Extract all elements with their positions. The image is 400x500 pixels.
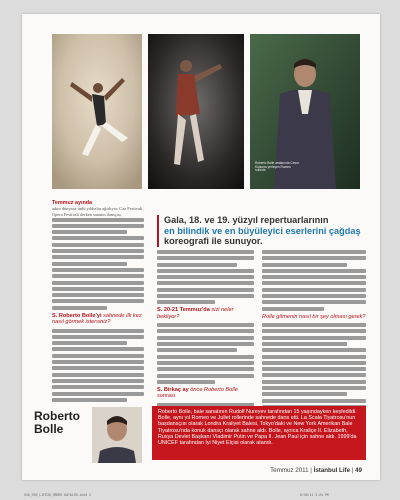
print-slug-left: 049_050_LIFE30_ORDER KATALOG.indd 3 — [24, 493, 91, 497]
subhead-2: S. 20-21 Temmuz'da sizi neler bekliyor? — [157, 307, 234, 320]
subhead-1: S. Roberto Bolle'yi sahnede ilk kez nasıl görmek istersiniz? — [52, 312, 142, 326]
bio-box: Roberto Bolle, bale sanatının Rudolf Nureyev tarafından 15 yaşındayken keşfedildi. Bolle, aynı yıl Romeo ve Juliet rollerinde sahnede dans etti. La Scala Tiyatrosu'nun başdansçısı olarak Londra Kraliyet Balesi, Tokyo'daki ve New York Amerikan Bale Tiyatrosu'nda konuk dansçı olarak sahne aldı. Bolle, ayrıca Kraliçe II. Elizabeth, Rusya Devlet Başkanı Vladimir Putin ve Papa II. Jean Paul için sahne aldı. 1999'da UNICEF tarafından İyi Niyet Elçisi olarak atandı. — [152, 406, 366, 460]
page-number: 49 — [355, 467, 362, 474]
profile-name: Roberto Bolle — [34, 409, 80, 436]
pull-quote-line-2: en bilindik ve en büyüleyici eserlerini çağdaş — [164, 225, 361, 236]
intro-lead: Temmuz ayında — [52, 200, 93, 206]
column-3 — [262, 250, 366, 424]
print-slug-right: 6/30/11 3:24 PM — [300, 493, 329, 497]
photo-portrait — [250, 34, 360, 189]
page-footer: Temmuz 2011 | İstanbul Life | 49 — [270, 467, 362, 474]
subhead-4: Rolle gitmenin nasıl bir şey olması gerek? — [262, 313, 366, 320]
footer-magazine: İstanbul Life — [313, 467, 351, 474]
pull-quote-line-3: koreografi ile sunuyor. — [164, 236, 263, 247]
photo-caption: Roberto Bolle aralarında Cesur Kutsuna yerleşen Romeo rolünde — [255, 161, 299, 173]
photo-dancer-leap — [52, 34, 142, 189]
profile-photo — [92, 407, 142, 463]
pull-quote — [157, 215, 374, 247]
subhead-3: S. Birkaç ay önce Roberto Bolle sonrası — [157, 386, 238, 400]
footer-date: Temmuz 2011 — [270, 467, 309, 474]
column-2 — [157, 250, 254, 415]
magazine-page — [22, 14, 380, 480]
pull-quote-line-1: Gala, 18. ve 19. yüzyıl repertuarlarının — [164, 215, 329, 225]
intro-text: adını dünyaca ünlü yıldızlar ağırlıyor. Caz Festivali, Opera Festivali derken sanatın dansçısı, — [52, 206, 144, 217]
photo-dancer-stage — [148, 34, 244, 189]
intro-column — [52, 200, 144, 404]
